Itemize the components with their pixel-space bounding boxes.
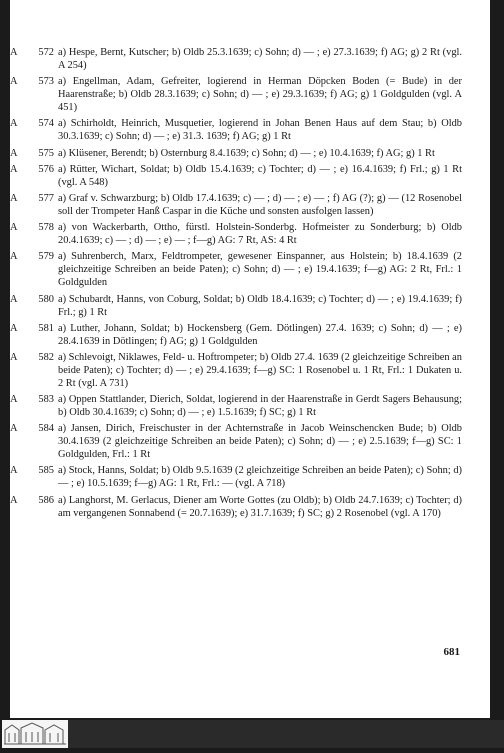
entry-number: 583 — [38, 394, 54, 406]
entry-text: a) Graf v. Schwarzburg; b) Oldb 17.4.1639; c) — ; d) — ; e) — ; f) AG (?); g) — (12 Rosenobel soll der Trompeter Hanß Caspar in die Küche und sonsten ausfolgen lassen) — [58, 192, 462, 217]
entry — [10, 494, 462, 520]
entry — [10, 293, 462, 319]
entry — [10, 46, 462, 72]
entry-number: 581 — [38, 322, 54, 334]
entry-number: 578 — [38, 222, 54, 234]
footer-bar — [68, 720, 504, 748]
entry — [10, 351, 462, 390]
entry-letter: A — [10, 394, 18, 406]
entry-letter: A — [10, 351, 18, 363]
page-number: 681 — [443, 646, 460, 658]
entry-text: a) Klüsener, Berendt; b) Osternburg 8.4.1639; c) Sohn; d) — ; e) 10.4.1639; f) AG; g) 1 Rt — [58, 147, 435, 159]
entry — [10, 250, 462, 289]
entry-number: 585 — [38, 465, 54, 477]
entry-number: 572 — [38, 47, 54, 58]
entry — [10, 221, 462, 247]
entry-letter: A — [10, 423, 18, 435]
entry-text: a) Oppen Stattlander, Dierich, Soldat, logierend in der Haarenstraße in Gerdt Sagers Behausung; b) Oldb 30.4.1639; c) Sohn; d) — ; e) 1.5.1639; f) SC; g) 1 Rt — [58, 394, 462, 419]
entry-letter: A — [10, 47, 18, 58]
entry-text: a) Suhrenberch, Marx, Feldtrompeter, gewesener Einspanner, aus Holstein; b) 18.4.1639 (2 gleichzeitige Schreiben an beide Paten); c) Sohn; d) — ; e) 19.4.1639; f—g) AG: 2 Rt, Frl.: 1 Goldgulden — [58, 251, 462, 289]
entry-number: 574 — [38, 118, 54, 130]
library-logo-icon — [2, 720, 68, 748]
entry-letter: A — [10, 118, 18, 130]
entry-list — [10, 46, 462, 523]
entry-letter: A — [10, 147, 18, 159]
entry — [10, 192, 462, 218]
entry-letter: A — [10, 322, 18, 334]
entry-letter: A — [10, 163, 18, 175]
entry-text: a) Schirholdt, Heinrich, Musquetier, logierend in Johan Benen Haus auf dem Stau; b) Oldb 30.3.1639; c) Sohn; d) — ; e) 31.3. 1639; f) AG; g) 1 Rt — [58, 118, 462, 143]
entry-letter: A — [10, 222, 18, 234]
entry — [10, 393, 462, 419]
entry-text: a) Langhorst, M. Gerlacus, Diener am Worte Gottes (zu Oldb); b) Oldb 24.7.1639; c) Tochter; d) am vergangenen Sonnabend (= 20.7.1639); e) 31.7.1639; f) SC; g) 2 Rosenobel (vgl. A 170) — [58, 494, 462, 519]
entry-number: 573 — [38, 76, 54, 88]
viewer-footer — [0, 718, 504, 750]
entry-text: a) Rütter, Wichart, Soldat; b) Oldb 15.4.1639; c) Tochter; d) — ; e) 16.4.1639; f) Frl.; g) 1 Rt (vgl. A 548) — [58, 163, 462, 188]
entry-text: a) Stock, Hanns, Soldat; b) Oldb 9.5.1639 (2 gleichzeitige Schreiben an beide Paten); c) Sohn; d) — ; e) 10.5.1639; f—g) AG: 1 Rt, Frl.: — (vgl. A 718) — [58, 465, 462, 490]
entry-text: a) von Wackerbarth, Ottho, fürstl. Holstein-Sonderbg. Hofmeister zu Sonderburg; b) Oldb 20.4.1639; c) — ; d) — ; e) — ; f—g) AG: 7 Rt, AS: 4 Rt — [58, 222, 462, 247]
entry-text: a) Luther, Johann, Soldat; b) Hockensberg (Gem. Dötlingen) 27.4. 1639; c) Sohn; d) — ; e) 28.4.1639 in Dötlingen; f) AG; g) 1 Goldgulden — [58, 322, 462, 347]
entry — [10, 422, 462, 461]
entry-letter: A — [10, 494, 18, 506]
entry-letter: A — [10, 192, 18, 204]
entry — [10, 117, 462, 143]
entry-number: 584 — [38, 423, 54, 435]
entry-number: 577 — [38, 192, 54, 204]
document-page — [10, 0, 490, 718]
entry-text: a) Engellman, Adam, Gefreiter, logierend in Herman Döpcken Boden (= Bude) in der Haarenstraße; b) Oldb 28.3.1639; c) Sohn; d) — ; e) 29.3.1639; f) AG; g) 1 Goldgulden (vgl. A 451) — [58, 76, 462, 114]
entry — [10, 163, 462, 189]
entry-number: 579 — [38, 251, 54, 263]
entry-text: a) Hespe, Bernt, Kutscher; b) Oldb 25.3.1639; c) Sohn; d) — ; e) 27.3.1639; f) AG; g) 2 Rt (vgl. A 254) — [58, 47, 462, 71]
entry — [10, 75, 462, 114]
entry-letter: A — [10, 76, 18, 88]
entry-text: a) Schubardt, Hanns, von Coburg, Soldat; b) Oldb 18.4.1639; c) Tochter; d) — ; e) 19.4.1639; f) Frl.; g) 1 Rt — [58, 293, 462, 318]
entry-number: 586 — [38, 494, 54, 506]
entry-number: 575 — [38, 147, 54, 159]
entry-text: a) Schlevoigt, Niklawes, Feld- u. Hoftrompeter; b) Oldb 27.4. 1639 (2 gleichzeitige Schreiben an beide Paten); c) Tochter; d) — ; e) 29.4.1639; f—g) SC: 1 Rosenobel u. 1 Rt, Frl.: 1 Dukaten u. 2 Rt (vgl. A 731) — [58, 351, 462, 389]
entry-number: 576 — [38, 163, 54, 175]
entry-text: a) Jansen, Dirich, Freischuster in der Achternstraße in Jacob Weinschencken Bude; b) Oldb 30.4.1639 (2 gleichzeitige Schreiben an beide Paten); c) Sohn; d) — ; e) 2.5.1639; f—g) SC: 1 Goldgulden, Frl.: 1 Rt — [58, 423, 462, 461]
entry-number: 580 — [38, 293, 54, 305]
entry-letter: A — [10, 251, 18, 263]
entry — [10, 464, 462, 490]
entry — [10, 322, 462, 348]
entry — [10, 147, 462, 160]
entry-number: 582 — [38, 351, 54, 363]
entry-letter: A — [10, 465, 18, 477]
entry-letter: A — [10, 293, 18, 305]
